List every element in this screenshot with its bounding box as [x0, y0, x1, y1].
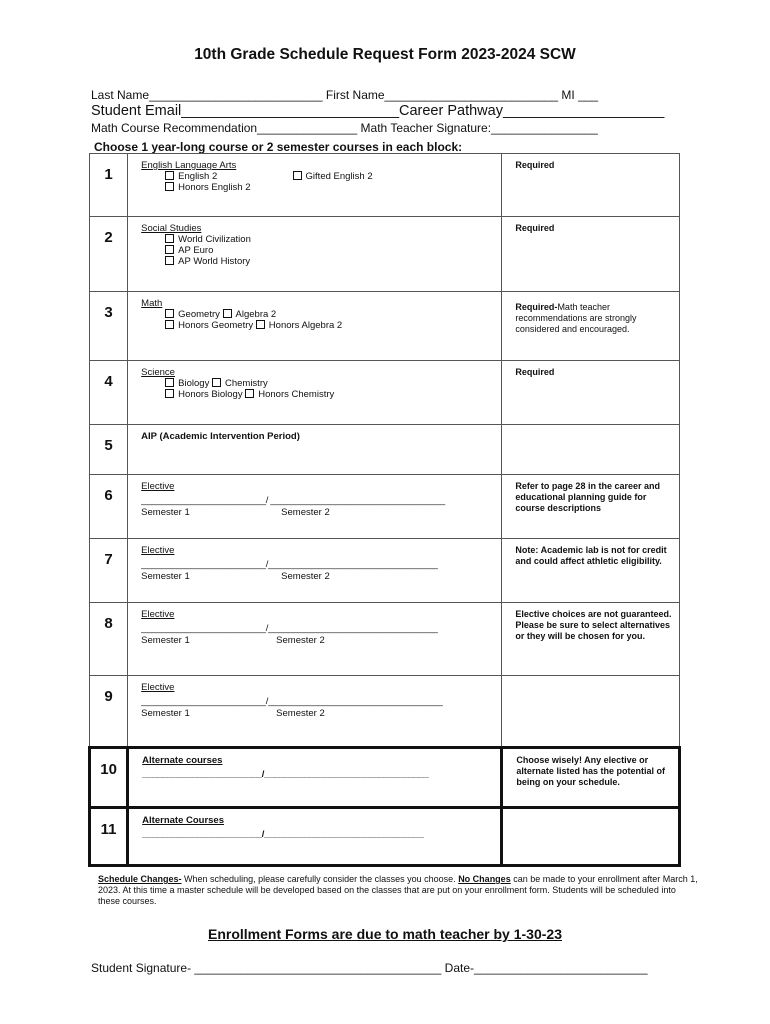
option-label: Honors English 2: [178, 182, 251, 193]
block-body: [128, 475, 502, 539]
checkbox-icon[interactable]: [165, 245, 174, 254]
elective-blank[interactable]: _________________________/ ___________________________________: [141, 495, 445, 506]
checkbox-icon[interactable]: [165, 256, 174, 265]
block-number: 8: [90, 603, 128, 676]
option-line: [141, 256, 501, 267]
option-label: Gifted English 2: [305, 171, 373, 182]
alternate-blank[interactable]: ________________________/________________________________: [142, 829, 424, 840]
subject-label: AIP (Academic Intervention Period): [141, 431, 300, 442]
option-label: Biology: [178, 378, 210, 389]
option-label: Honors Algebra 2: [268, 320, 343, 331]
option-label: Geometry: [178, 309, 220, 320]
block-number: 9: [90, 676, 128, 748]
block-number: 10: [90, 748, 128, 808]
block-number: 4: [90, 361, 128, 425]
block-note: Elective choices are not guaranteed. Please be sure to select alternatives or they will be chosen for you.: [502, 603, 680, 676]
block-note: [502, 292, 680, 361]
block-note: Note: Academic lab is not for credit and could affect athletic eligibility.: [502, 539, 680, 603]
checkbox-icon[interactable]: [165, 182, 174, 191]
semester-1-label: Semester 1: [141, 708, 190, 719]
checkbox-icon[interactable]: [165, 378, 174, 387]
no-changes-label: No Changes: [458, 874, 511, 884]
checkbox-icon[interactable]: [212, 378, 221, 387]
math-recommendation-line: Math Course Recommendation_______________ Math Teacher Signature:________________: [91, 121, 598, 135]
block-row: [90, 154, 680, 217]
option-label: English 2: [178, 171, 218, 182]
subject-label: Elective: [141, 682, 175, 693]
block-body: [128, 603, 502, 676]
block-note: Required: [502, 361, 680, 425]
block-number: 1: [90, 154, 128, 217]
subject-label: Elective: [141, 481, 175, 492]
block-body: [128, 748, 502, 808]
block-row: [90, 217, 680, 292]
checkbox-icon[interactable]: [165, 234, 174, 243]
option-line: [141, 320, 501, 331]
option-label: Chemistry: [224, 378, 268, 389]
block-note: Required: [502, 154, 680, 217]
semester-1-label: Semester 1: [141, 571, 190, 582]
checkbox-icon[interactable]: [165, 320, 174, 329]
block-body: [128, 539, 502, 603]
block-body: [128, 361, 502, 425]
signature-line[interactable]: Student Signature- _____________________________________ Date-__________________________: [91, 961, 648, 975]
block-note: Required: [502, 217, 680, 292]
schedule-changes-notice: [98, 874, 698, 907]
option-label: Algebra 2: [235, 309, 277, 320]
semester-2-label: Semester 2: [281, 571, 330, 582]
elective-blank[interactable]: _________________________/__________________________________: [141, 559, 438, 570]
block-body: [128, 292, 502, 361]
option-line: [141, 389, 501, 400]
option-line: [141, 309, 501, 320]
block-body: [128, 154, 502, 217]
block-number: 6: [90, 475, 128, 539]
option-line: [141, 245, 501, 256]
due-date-notice: Enrollment Forms are due to math teacher by 1-30-23: [208, 926, 562, 942]
option-line: [141, 234, 501, 245]
subject-label: Science: [141, 367, 175, 378]
block-body: [128, 676, 502, 748]
block-row: [90, 748, 680, 808]
block-row: [90, 676, 680, 748]
block-row: [90, 361, 680, 425]
block-row: [90, 808, 680, 866]
block-row: [90, 475, 680, 539]
block-note: [502, 676, 680, 748]
block-number: 11: [90, 808, 128, 866]
notice-text: can be made to your enrollment after March 1, 2023. At this time a master schedule will be developed based on the classes that are put on your enrollment form. Students will be scheduled into these courses.: [98, 874, 698, 906]
block-row: [90, 292, 680, 361]
semester-1-label: Semester 1: [141, 507, 190, 518]
block-note: [502, 425, 680, 475]
checkbox-icon[interactable]: [165, 309, 174, 318]
block-note: Refer to page 28 in the career and educational planning guide for course descriptions: [502, 475, 680, 539]
subject-label: Math: [141, 298, 163, 309]
note-required: Required-: [515, 302, 558, 312]
checkbox-icon[interactable]: [256, 320, 265, 329]
instructions: Choose 1 year-long course or 2 semester courses in each block:: [94, 140, 463, 154]
option-label: AP Euro: [178, 245, 214, 256]
email-pathway-line: Student Email___________________________Career Pathway____________________: [91, 103, 665, 119]
notice-text: When scheduling, please carefully consider the classes you choose.: [181, 874, 459, 884]
block-note: Choose wisely! Any elective or alternate listed has the potential of being on your schedule.: [502, 748, 680, 808]
checkbox-icon[interactable]: [245, 389, 254, 398]
option-label: World Civilization: [178, 234, 251, 245]
semester-2-label: Semester 2: [276, 708, 325, 719]
block-number: 7: [90, 539, 128, 603]
subject-label: Alternate courses: [142, 755, 223, 766]
subject-label: Social Studies: [141, 223, 202, 234]
elective-blank[interactable]: _________________________/__________________________________: [141, 623, 438, 634]
block-body: [128, 808, 502, 866]
checkbox-icon[interactable]: [165, 171, 174, 180]
checkbox-icon[interactable]: [293, 171, 302, 180]
option-line: [141, 182, 501, 193]
subject-label: Alternate Courses: [142, 815, 225, 826]
semester-labels: [141, 507, 501, 518]
block-row: [90, 425, 680, 475]
subject-label: Elective: [141, 609, 175, 620]
option-line: [141, 378, 501, 389]
checkbox-icon[interactable]: [223, 309, 232, 318]
option-label: Honors Biology: [178, 389, 243, 400]
subject-label: Elective: [141, 545, 175, 556]
semester-2-label: Semester 2: [281, 507, 330, 518]
block-number: 2: [90, 217, 128, 292]
option-label: Honors Chemistry: [258, 389, 335, 400]
option-line: [141, 171, 501, 182]
form-title: 10th Grade Schedule Request Form 2023-2024 SCW: [194, 46, 576, 63]
semester-labels: [141, 635, 501, 646]
block-row: [90, 539, 680, 603]
subject-label: English Language Arts: [141, 160, 237, 171]
course-table: [88, 153, 681, 867]
block-note: [502, 808, 680, 866]
semester-labels: [141, 571, 501, 582]
checkbox-icon[interactable]: [165, 389, 174, 398]
block-number: 5: [90, 425, 128, 475]
option-label: Honors Geometry: [178, 320, 254, 331]
semester-2-label: Semester 2: [276, 635, 325, 646]
schedule-changes-label: Schedule Changes-: [98, 874, 182, 884]
semester-1-label: Semester 1: [141, 635, 190, 646]
block-row: [90, 603, 680, 676]
block-number: 3: [90, 292, 128, 361]
block-body: [128, 425, 502, 475]
alternate-blank[interactable]: ________________________/_________________________________: [142, 769, 429, 780]
option-label: AP World History: [178, 256, 251, 267]
semester-labels: [141, 708, 501, 719]
name-line: Last Name__________________________ First Name__________________________ MI ___: [91, 88, 599, 102]
note-text: Math teacher recommendations are strongly considered and encouraged.: [515, 302, 637, 334]
elective-blank[interactable]: _________________________/___________________________________: [141, 696, 443, 707]
block-body: [128, 217, 502, 292]
